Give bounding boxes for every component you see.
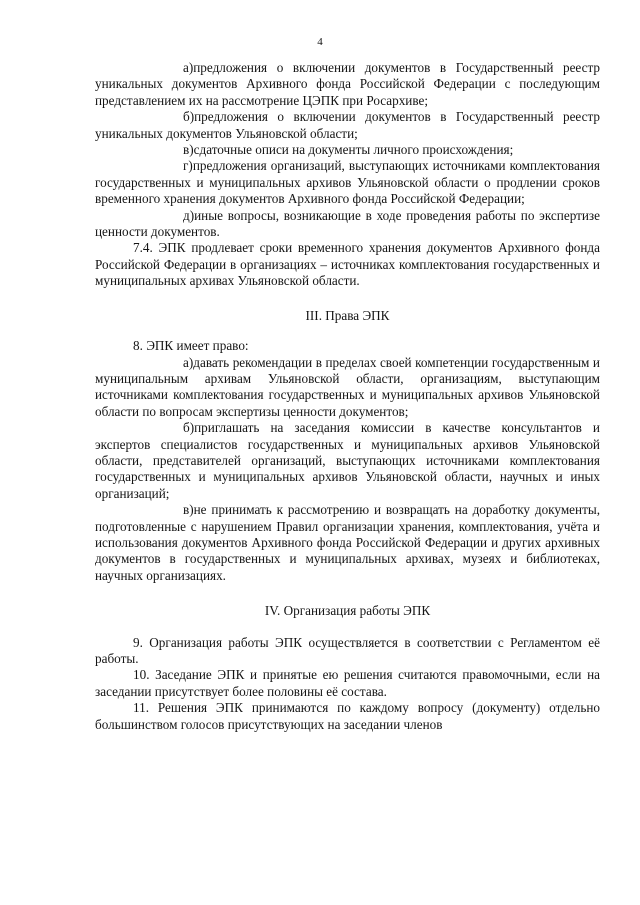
paragraph-10: 10. Заседание ЭПК и принятые ею решения считаются правомочными, если на заседании присутствует более половины её состава. xyxy=(95,667,600,699)
list-item xyxy=(95,60,600,109)
list-item-text: предложения о включении документов в Государственный реестр уникальных документов Архивного фонда Российской Федерации с последующим представлением их на рассмотрение ЦЭПК при Росархиве; xyxy=(95,60,600,108)
paragraph-7-4: 7.4. ЭПК продлевает сроки временного хранения документов Архивного фонда Российской Федерации в организациях – источниках комплектования государственных и муниципальных архивах Ульяновской области. xyxy=(95,240,600,289)
document-body xyxy=(95,60,600,733)
list-marker: г) xyxy=(183,158,193,174)
section-heading: IV. Организация работы ЭПК xyxy=(264,603,431,619)
list-marker: б) xyxy=(183,109,195,125)
list-item xyxy=(95,355,600,421)
list-marker: д) xyxy=(183,207,195,223)
list-item xyxy=(95,208,600,241)
list-marker: а) xyxy=(183,354,194,370)
list-item-text: предложения о включении документов в Государственный реестр уникальных документов Ульяновской области; xyxy=(95,109,600,141)
list-marker: б) xyxy=(183,420,195,436)
page-number: 4 xyxy=(317,36,323,48)
list-item-text: предложения организаций, выступающих источниками комплектования государственных и муниципальных архивов Ульяновской области о продлении сроков временного хранения документов Архивного фонда Российской Федерации; xyxy=(95,158,600,207)
list-marker: в) xyxy=(183,142,194,158)
list-item xyxy=(95,142,600,158)
list-item-text: иные вопросы, возникающие в ходе проведения работы по экспертизе ценности документов. xyxy=(95,207,600,240)
list-item-text: приглашать на заседания комиссии в качестве консультантов и экспертов специалистов государственных и муниципальных архивов Ульяновской области, представителей организаций, выступающих источниками комплектования государственных и муниципальных архивов Ульяновской области, научных и иных организаций; xyxy=(95,420,600,501)
list-marker: в) xyxy=(183,502,194,518)
list-item-text: давать рекомендации в пределах своей компетенции государственным и муниципальным архивам Ульяновской области, организациям, выступающим источниками комплектования государственных и муниципальных архивов Ульяновской области по вопросам экспертизы ценности документов; xyxy=(95,354,600,419)
paragraph-11: 11. Решения ЭПК принимаются по каждому вопросу (документу) отдельно большинством голосов присутствующих на заседании членов xyxy=(95,700,600,732)
paragraph-8: 8. ЭПК имеет право: xyxy=(133,338,249,354)
list-marker: а) xyxy=(183,60,194,75)
paragraph-9: 9. Организация работы ЭПК осуществляется в соответствии с Регламентом её работы. xyxy=(95,634,600,666)
list-item xyxy=(95,158,600,207)
list-item-text: не принимать к рассмотрению и возвращать на доработку документы, подготовленные с нарушением Правил организации хранения, комплектования, учёта и использования документов Архивного фонда Российской Федерации и других архивных документов в государственных и муниципальных архивах, музеях и библиотеках, научных организациях. xyxy=(95,502,600,583)
list-item xyxy=(95,502,600,584)
list-item xyxy=(95,109,600,142)
section-heading: III. Права ЭПК xyxy=(305,307,390,323)
list-item-text: сдаточные описи на документы личного происхождения; xyxy=(193,142,514,158)
list-item xyxy=(95,420,600,502)
